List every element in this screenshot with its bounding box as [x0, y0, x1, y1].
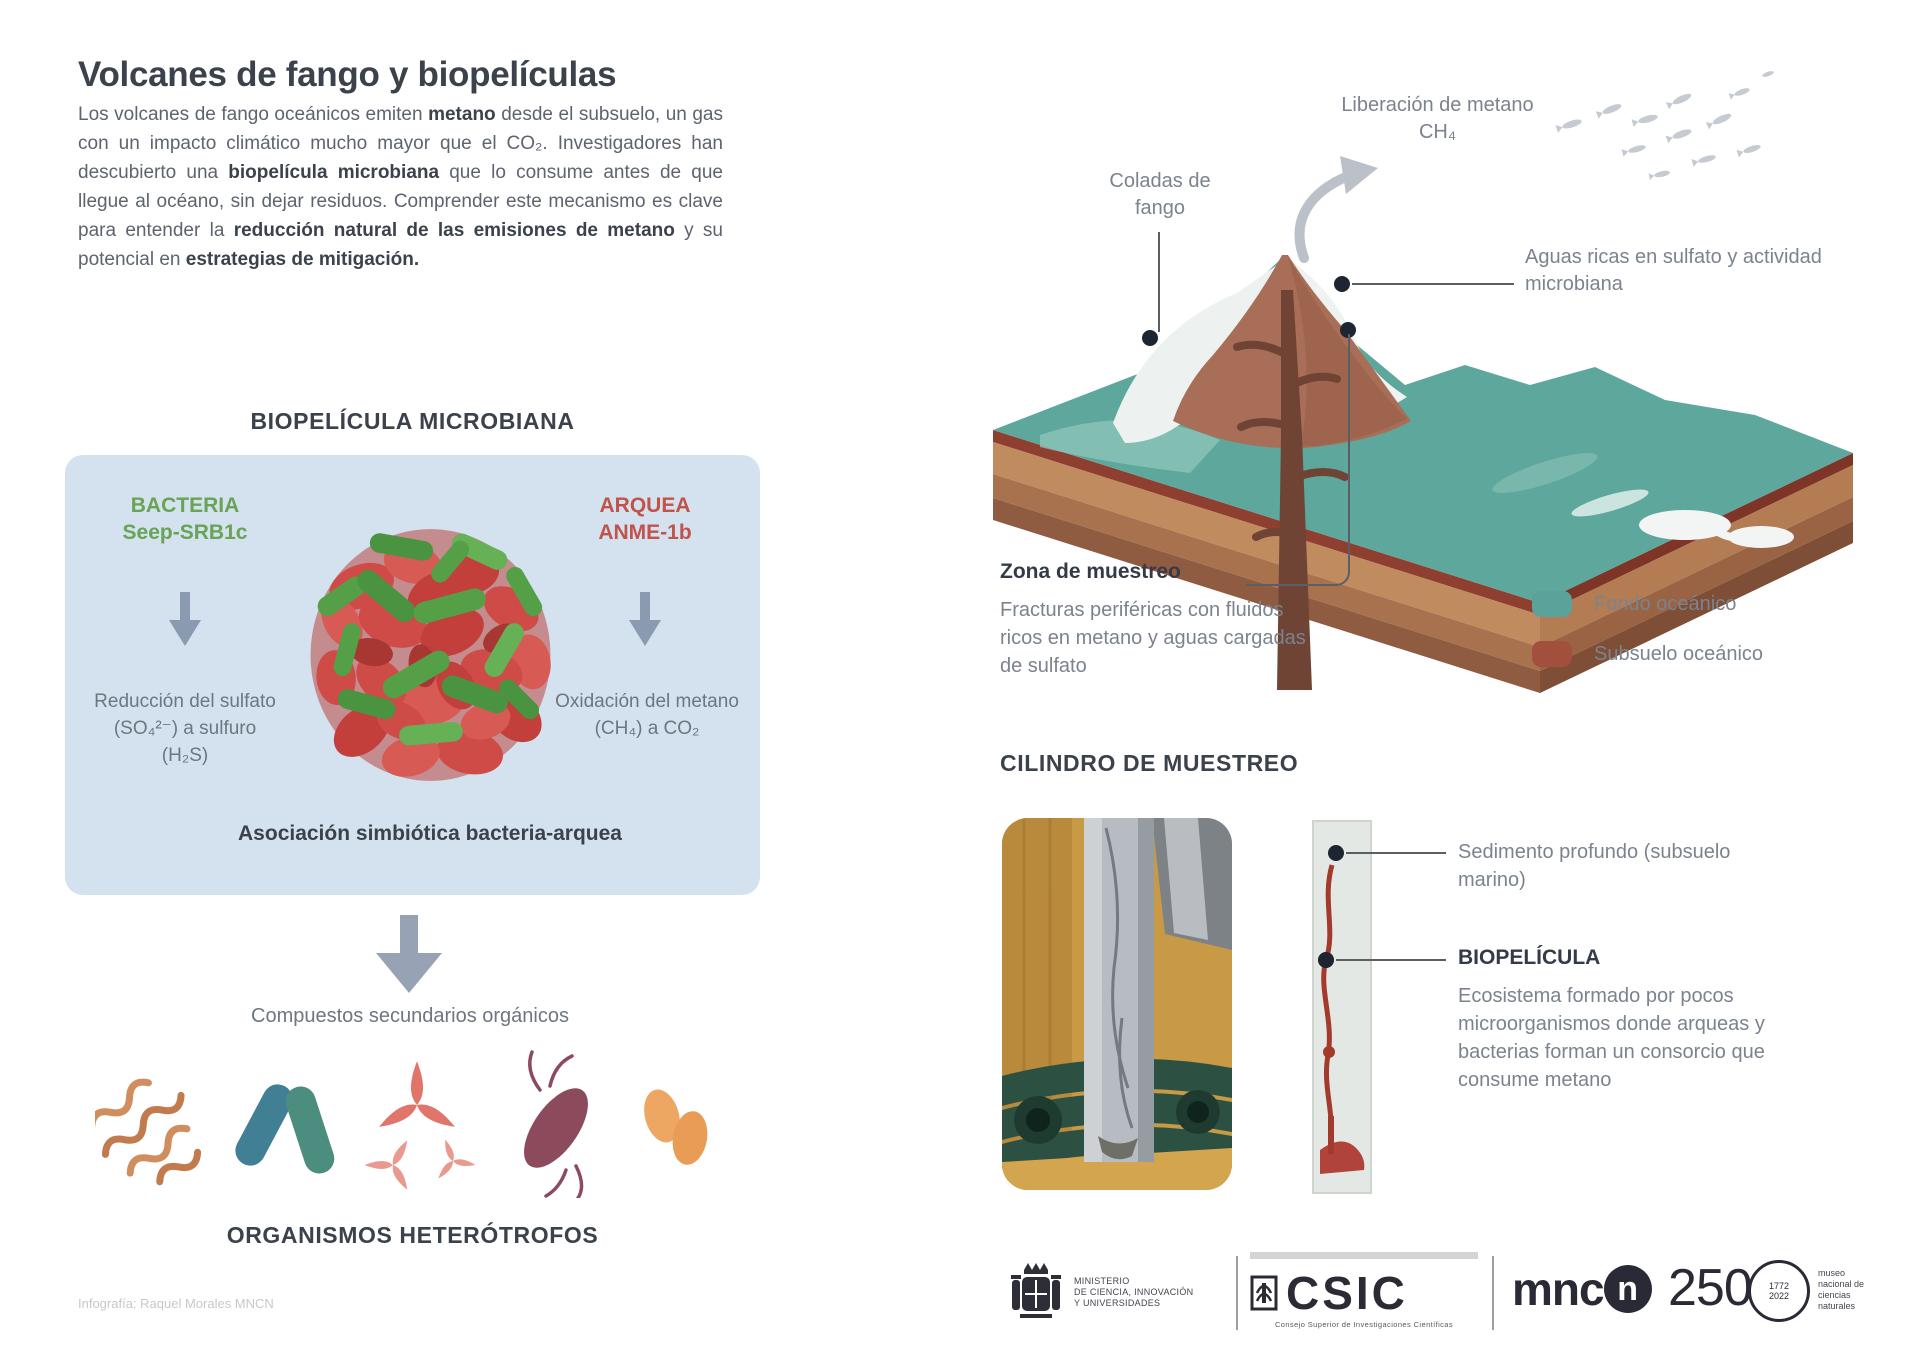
page-title: Volcanes de fango y biopelículas: [78, 55, 617, 94]
association-caption: Asociación simbiótica bacteria-arquea: [238, 822, 622, 845]
csic-emblem-icon: [1250, 1273, 1278, 1313]
intro-text: Los volcanes de fango oceánicos emiten: [78, 104, 429, 125]
csic-top-bar: [1250, 1252, 1478, 1259]
microbe-cluster-illustration: [283, 500, 578, 810]
ministry-coat-of-arms-icon: [1008, 1260, 1064, 1324]
sulfate-waters-label: Aguas ricas en sulfato y actividad microbiana: [1525, 246, 1822, 295]
intro-text: que lo consume antes de que llegue al océano, sin dejar residuos. Comprender este mecanismo es clave para entender la: [78, 162, 723, 241]
intro-bold-metano: metano: [428, 104, 496, 125]
infographic-credit: Infografía: Raquel Morales MNCN: [78, 1296, 274, 1311]
sampling-connector-line: [1246, 334, 1350, 586]
methane-release-label: Liberación de metano CH₄: [1341, 94, 1534, 143]
heterotrophs-heading: ORGANISMOS HETERÓTROFOS: [226, 1222, 599, 1248]
mncn-circle-n: n: [1604, 1265, 1652, 1313]
anniversary-250: 250: [1668, 1259, 1752, 1317]
mudflows-marker-dot: [1142, 330, 1158, 346]
star-microbes-icon: [355, 1053, 475, 1193]
museum-line: nacional de: [1818, 1279, 1865, 1289]
csic-logo: [1250, 1266, 1478, 1320]
bacteria-label: [95, 492, 275, 546]
ministry-line: DE CIENCIA, INNOVACIÓN: [1074, 1287, 1194, 1297]
arquea-name: ANME-1b: [598, 521, 692, 544]
csic-wordmark: CSIC: [1286, 1267, 1408, 1319]
ministry-name: [1074, 1276, 1224, 1309]
fish-school-icon: [1540, 62, 1785, 197]
subsoil-label: Subsuelo oceánico: [1594, 643, 1764, 665]
intro-text: y su potencial en: [78, 220, 723, 270]
footer-divider: [1492, 1256, 1494, 1330]
sulfate-connector-line: [1352, 283, 1514, 285]
anniversary-year: 1772: [1768, 1281, 1790, 1291]
big-down-arrow-icon: [372, 915, 446, 995]
mudflows-connector-line: [1158, 232, 1160, 332]
sampling-zone-title: Zona de muestreo: [1000, 560, 1181, 583]
mncn-logo: [1512, 1262, 1652, 1316]
biofilm-section-heading: BIOPELÍCULA MICROBIANA: [250, 408, 575, 434]
csic-subtitle: Consejo Superior de Investigaciones Científicas: [1274, 1320, 1454, 1329]
bacteria-name: Seep-SRB1c: [122, 521, 248, 544]
beans-icon: [630, 1058, 720, 1188]
ministry-line: Y UNIVERSIDADES: [1074, 1298, 1161, 1308]
intro-text: desde el subsuelo, un gas con un impacto climático mucho mayor que el CO₂. Investigadores han descubierto una: [78, 104, 723, 183]
core-schematic: [1312, 820, 1372, 1194]
mncn-wordmark: mnc: [1512, 1263, 1604, 1315]
bacteria-process-text: Reducción del sulfato (SO₄²⁻) a sulfuro (H₂S): [94, 691, 276, 766]
legend-row-subsoil: [1532, 640, 1763, 668]
secondary-compounds-caption: Compuestos secundarios orgánicos: [251, 1005, 569, 1027]
footer-divider: [1236, 1256, 1238, 1330]
core-sample-photo: [1002, 818, 1232, 1190]
biofilm-marker-dot: [1318, 952, 1334, 968]
cylinder-section-heading: CILINDRO DE MUESTREO: [1000, 750, 1299, 776]
subsoil-swatch: [1532, 641, 1572, 667]
arquea-process-text: Oxidación del metano (CH₄) a CO₂: [555, 691, 739, 739]
intro-bold-estrategias: estrategias de mitigación.: [185, 249, 420, 270]
legend-row-ocean-floor: [1532, 590, 1736, 618]
sediment-connector-line: [1346, 852, 1446, 854]
arquea-title: ARQUEA: [599, 494, 691, 517]
intro-bold-reduccion: reducción natural de las emisiones de metano: [233, 220, 675, 241]
sediment-marker-dot: [1328, 845, 1344, 861]
ocean-floor-label: Fondo oceánico: [1594, 593, 1737, 615]
museum-line: ciencias: [1818, 1290, 1851, 1300]
biofilm-connector-line: [1336, 959, 1446, 961]
down-arrow-icon: [167, 592, 203, 650]
ministry-line: MINISTERIO: [1074, 1276, 1130, 1286]
rod-bacteria-icon: [233, 1053, 343, 1193]
heterotroph-organisms-row: [95, 1048, 720, 1198]
ocean-floor-swatch: [1532, 591, 1572, 617]
anniversary-year: 2022: [1768, 1291, 1790, 1301]
museum-line: museo: [1818, 1268, 1846, 1278]
mudflows-label: Coladas de fango: [1109, 170, 1211, 219]
worms-icon: [95, 1051, 220, 1196]
museum-name: [1818, 1268, 1908, 1312]
flagellate-icon: [488, 1048, 618, 1198]
biofilm-label-description: Ecosistema formado por pocos microorganismos donde arqueas y bacterias forman un consorcio que consume metano: [1458, 985, 1765, 1091]
bacteria-title: BACTERIA: [130, 494, 240, 517]
biofilm-label-title: BIOPELÍCULA: [1458, 946, 1601, 969]
arquea-label: [555, 492, 735, 546]
intro-bold-biopelicula: biopelícula microbiana: [228, 162, 440, 183]
intro-paragraph: [78, 100, 723, 274]
sulfate-marker-dot: [1334, 276, 1350, 292]
museum-line: naturales: [1818, 1301, 1856, 1311]
anniversary-ring-icon: [1748, 1260, 1810, 1322]
deep-sediment-label: Sedimento profundo (subsuelo marino): [1458, 841, 1731, 891]
down-arrow-icon: [627, 592, 663, 650]
sampling-zone-description: Fracturas periféricas con fluidos ricos en metano y aguas cargadas de sulfato: [1000, 599, 1306, 677]
